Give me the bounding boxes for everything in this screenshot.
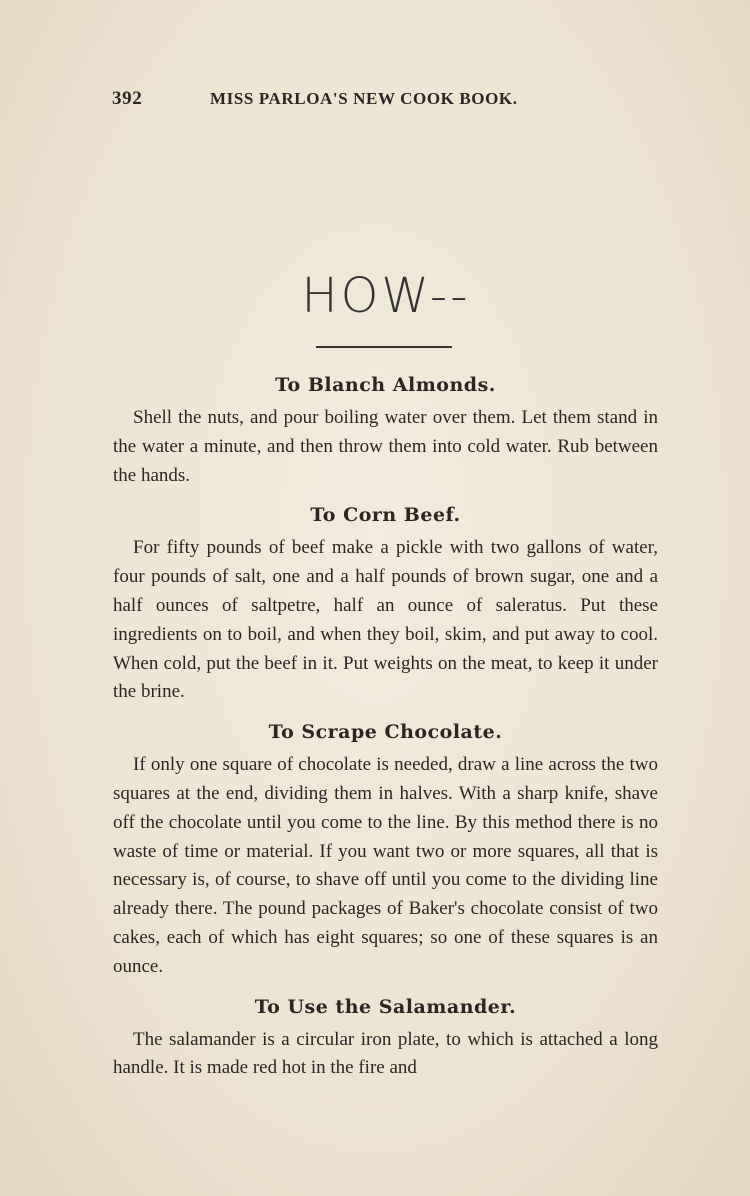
section-text: For fifty pounds of beef make a pickle with two gallons of water, four pounds of salt, one and a half pounds of brown sugar, one and a half ounces of saltpetre, half an ounce of saleratus. Put these ingredients on to boil, and when they boil, skim, and put away to cool. When cold, put the beef in it. Put weights on the meat, to keep it under the brine. xyxy=(113,537,658,703)
section-title: To Use the Salamander. xyxy=(254,995,517,1018)
page-content xyxy=(113,372,658,1095)
section-corn-beef xyxy=(113,502,658,707)
section-title: To Scrape Chocolate. xyxy=(268,721,503,744)
section-text: If only one square of chocolate is needed, draw a line across the two squares at the end, dividing them in halves. With a sharp knife, shave off the chocolate until you come to the line. By this method there is no waste of time or material. If you want two or more squares, all that is necessary is, of course, to shave off until you come to the dividing line already there. The pound packages of Baker's chocolate consist of two cakes, each of which has eight squares; so one of these squares is an ounce. xyxy=(113,754,658,977)
section-title: To Corn Beef. xyxy=(310,504,461,527)
section-blanch-almonds xyxy=(113,372,658,490)
section-text: The salamander is a circular iron plate, to which is attached a long handle. It is made red hot in the fire and xyxy=(113,1028,658,1079)
book-title: MISS PARLOA'S NEW COOK BOOK. xyxy=(210,89,518,108)
chapter-heading: HOW-- xyxy=(301,268,471,324)
section-title: To Blanch Almonds. xyxy=(275,374,496,396)
section-scrape-chocolate xyxy=(113,719,658,981)
heading-rule xyxy=(316,346,452,348)
running-head xyxy=(112,88,562,114)
section-text: Shell the nuts, and pour boiling water over them. Let them stand in the water a minute, and then throw them into cold water. Rub between the hands. xyxy=(113,407,658,486)
section-salamander xyxy=(113,994,658,1084)
page-number: 392 xyxy=(112,88,143,109)
